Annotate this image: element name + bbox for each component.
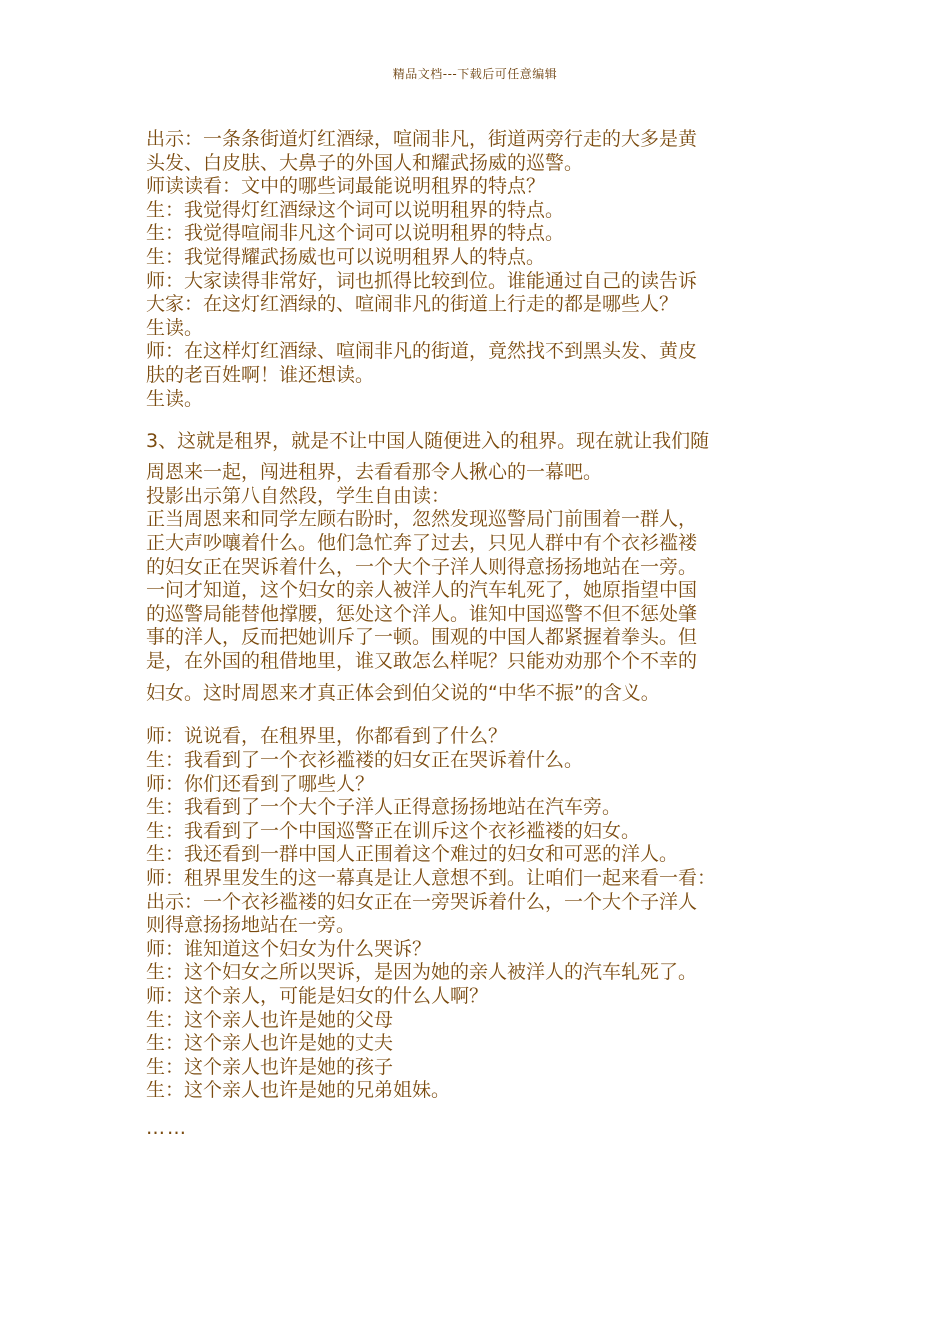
projection-label: 投影出示第八自然段，学生自由读： <box>146 484 451 507</box>
dialogue-line: 师：这个亲人，可能是妇女的什么人啊？ <box>146 985 489 1007</box>
dialogue-line: 师：租界里发生的这一幕真是让人意想不到。让咱们一起来看一看： <box>146 867 717 890</box>
ellipsis: …… <box>146 1116 188 1139</box>
dialogue-line: 出示：一个衣衫褴褛的妇女正在一旁哭诉着什么，一个大个子洋人 <box>146 890 698 913</box>
text-line: 大家：在这灯红酒绿的、喧闹非凡的街道上行走的都是哪些人？ <box>146 293 679 316</box>
text-line: 头发、白皮肤、大鼻子的外国人和耀武扬威的巡警。 <box>146 151 584 174</box>
text-line: 肤的老百姓啊！谁还想读。 <box>146 363 375 386</box>
text-line: 生：我觉得灯红酒绿这个词可以说明租界的特点。 <box>146 198 565 221</box>
section-intro-line: 周恩来一起，闯进租界，去看看那令人揪心的一幕吧。 <box>146 461 603 484</box>
dialogue-line: 师：谁知道这个妇女为什么哭诉？ <box>146 937 432 960</box>
dialogue-line: 生：这个亲人也许是她的丈夫 <box>146 1032 394 1055</box>
dialogue-line: 生：这个亲人也许是她的兄弟姐妹。 <box>146 1079 451 1102</box>
text-line: 师：大家读得非常好，词也抓得比较到位。谁能通过自己的读告诉 <box>146 269 698 292</box>
passage-line: 一问才知道，这个妇女的亲人被洋人的汽车轧死了，她原指望中国 <box>146 579 698 602</box>
dialogue-line: 师：你们还看到了哪些人？ <box>146 772 375 795</box>
passage-line: 妇女。这时周恩来才真正体会到伯父说的“中华不振”的含义。 <box>146 682 660 705</box>
text-line: 出示：一条条街道灯红酒绿，喧闹非凡，街道两旁行走的大多是黄 <box>146 128 698 150</box>
dialogue-line: 生：这个亲人也许是她的父母 <box>146 1008 394 1031</box>
text-line: 生：我觉得耀武扬威也可以说明租界人的特点。 <box>146 245 546 268</box>
page-header: 精品文档---下载后可任意编辑 <box>392 67 558 81</box>
dialogue-line: 生：我看到了一个大个子洋人正得意扬扬地站在汽车旁。 <box>146 796 622 819</box>
passage-line: 的巡警局能替他撑腰，惩处这个洋人。谁知中国巡警不但不惩处肇 <box>146 602 698 625</box>
passage-line: 正当周恩来和同学左顾右盼时，忽然发现巡警局门前围着一群人， <box>146 508 698 531</box>
passage-line: 的妇女正在哭诉着什么，一个大个子洋人则得意扬扬地站在一旁。 <box>146 555 698 578</box>
dialogue-line: 师：说说看，在租界里，你都看到了什么？ <box>146 725 508 748</box>
dialogue-line: 则得意扬扬地站在一旁。 <box>146 914 356 937</box>
text-line: 师：在这样灯红酒绿、喧闹非凡的街道，竟然找不到黑头发、黄皮 <box>146 340 698 363</box>
dialogue-line: 生：我看到了一个中国巡警正在训斥这个衣衫褴褛的妇女。 <box>146 819 641 842</box>
text-line: 生读。 <box>146 387 204 410</box>
passage-line: 是，在外国的租借地里，谁又敢怎么样呢？只能劝劝那个个不幸的 <box>146 649 698 672</box>
dialogue-line: 生：这个妇女之所以哭诉，是因为她的亲人被洋人的汽车轧死了。 <box>146 961 698 984</box>
dialogue-line: 生：这个亲人也许是她的孩子 <box>146 1055 394 1078</box>
text-line: 生：我觉得喧闹非凡这个词可以说明租界的特点。 <box>146 222 565 245</box>
passage-line: 正大声吵嚷着什么。他们急忙奔了过去，只见人群中有个衣衫褴褛 <box>146 531 698 554</box>
section-intro-line: 3、这就是租界，就是不让中国人随便进入的租界。现在就让我们随 <box>146 430 710 453</box>
dialogue-line: 生：我看到了一个衣衫褴褛的妇女正在哭诉着什么。 <box>146 749 584 772</box>
text-line: 生读。 <box>146 316 204 339</box>
dialogue-line: 生：我还看到一群中国人正围着这个难过的妇女和可恶的洋人。 <box>146 843 679 866</box>
passage-line: 事的洋人，反而把她训斥了一顿。围观的中国人都紧握着拳头。但 <box>146 626 698 649</box>
text-line: 师读读看：文中的哪些词最能说明租界的特点？ <box>146 175 546 198</box>
document-body <box>146 128 816 1141</box>
